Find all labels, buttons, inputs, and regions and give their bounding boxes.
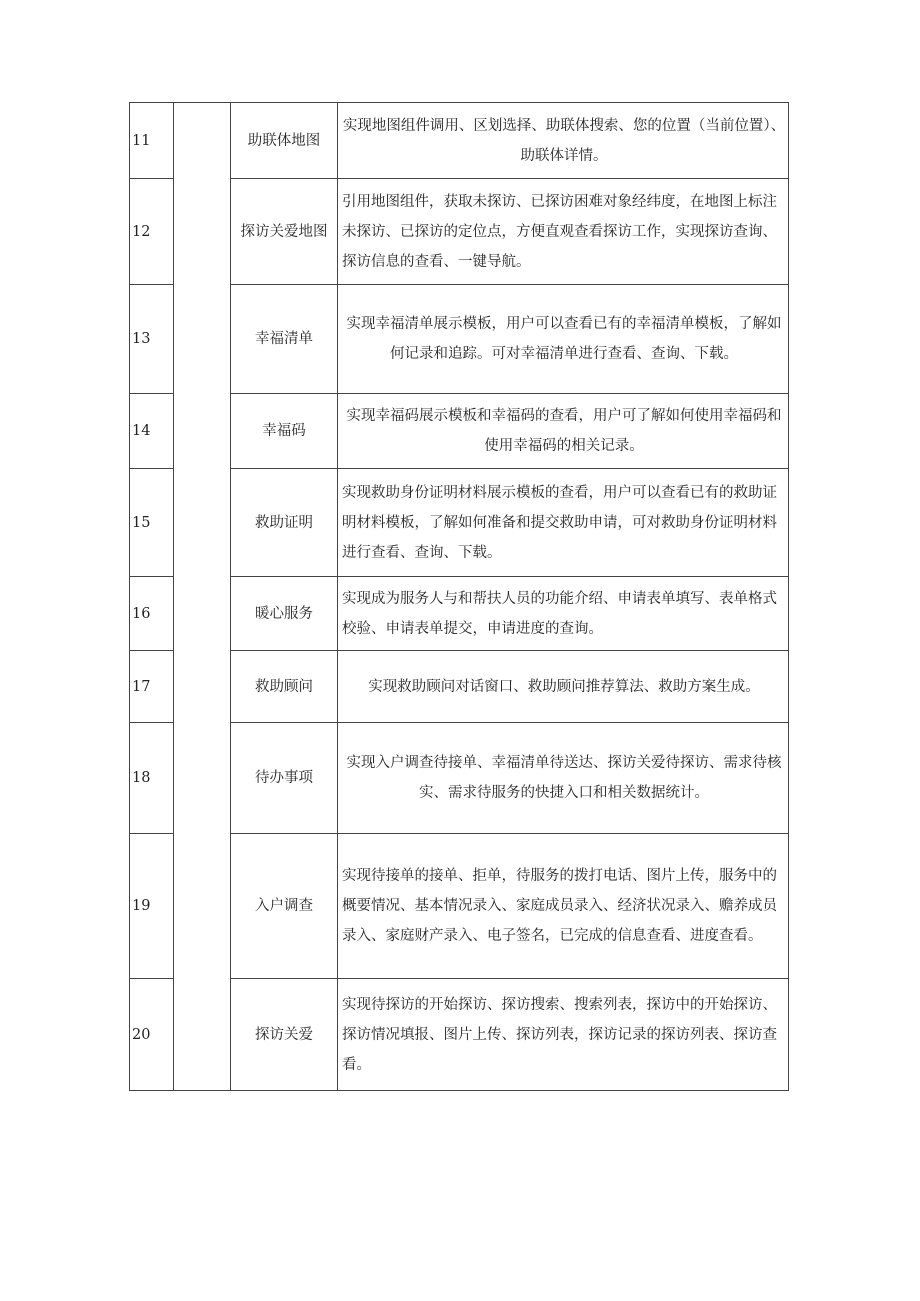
function-description: 实现待接单的接单、拒单，待服务的拨打电话、图片上传，服务中的概要情况、基本情况录入、家庭成员录入、经济状况录入、赡养成员录入、家庭财产录入、电子签名，已完成的信息查看、进度查看。 [338,834,789,979]
function-description: 实现救助身份证明材料展示模板的查看，用户可以查看已有的救助证明材料模板，了解如何准备和提交救助申请，可对救助身份证明材料进行查看、查询、下载。 [338,469,789,577]
function-table [129,102,789,1091]
row-number: 15 [130,469,174,577]
row-number: 18 [130,723,174,834]
function-name: 救助证明 [231,469,338,577]
function-name: 入户调查 [231,834,338,979]
function-name: 救助顾问 [231,651,338,723]
function-description: 实现幸福清单展示模板，用户可以查看已有的幸福清单模板，了解如何记录和追踪。可对幸福清单进行查看、查询、下载。 [338,285,789,394]
row-number: 16 [130,577,174,651]
row-number: 14 [130,394,174,469]
function-description: 实现地图组件调用、区划选择、助联体搜索、您的位置（当前位置）、助联体详情。 [338,103,789,179]
function-description: 引用地图组件，获取未探访、已探访困难对象经纬度，在地图上标注未探访、已探访的定位点，方便直观查看探访工作，实现探访查询、探访信息的查看、一键导航。 [338,179,789,285]
function-name: 幸福码 [231,394,338,469]
row-number: 20 [130,979,174,1091]
row-number: 12 [130,179,174,285]
function-name: 幸福清单 [231,285,338,394]
function-name: 探访关爱地图 [231,179,338,285]
function-name: 助联体地图 [231,103,338,179]
row-number: 17 [130,651,174,723]
function-description: 实现待探访的开始探访、探访搜索、搜索列表，探访中的开始探访、探访情况填报、图片上传、探访列表，探访记录的探访列表、探访查看。 [338,979,789,1091]
table-row [130,103,789,179]
function-description: 实现入户调查待接单、幸福清单待送达、探访关爱待探访、需求待核实、需求待服务的快捷入口和相关数据统计。 [338,723,789,834]
function-name: 探访关爱 [231,979,338,1091]
row-number: 13 [130,285,174,394]
function-name: 待办事项 [231,723,338,834]
function-description: 实现幸福码展示模板和幸福码的查看，用户可了解如何使用幸福码和使用幸福码的相关记录。 [338,394,789,469]
merged-blank-cell [174,103,231,1091]
row-number: 19 [130,834,174,979]
function-description: 实现救助顾问对话窗口、救助顾问推荐算法、救助方案生成。 [338,651,789,723]
function-name: 暖心服务 [231,577,338,651]
function-description: 实现成为服务人与和帮扶人员的功能介绍、申请表单填写、表单格式校验、申请表单提交，申请进度的查询。 [338,577,789,651]
row-number: 11 [130,103,174,179]
